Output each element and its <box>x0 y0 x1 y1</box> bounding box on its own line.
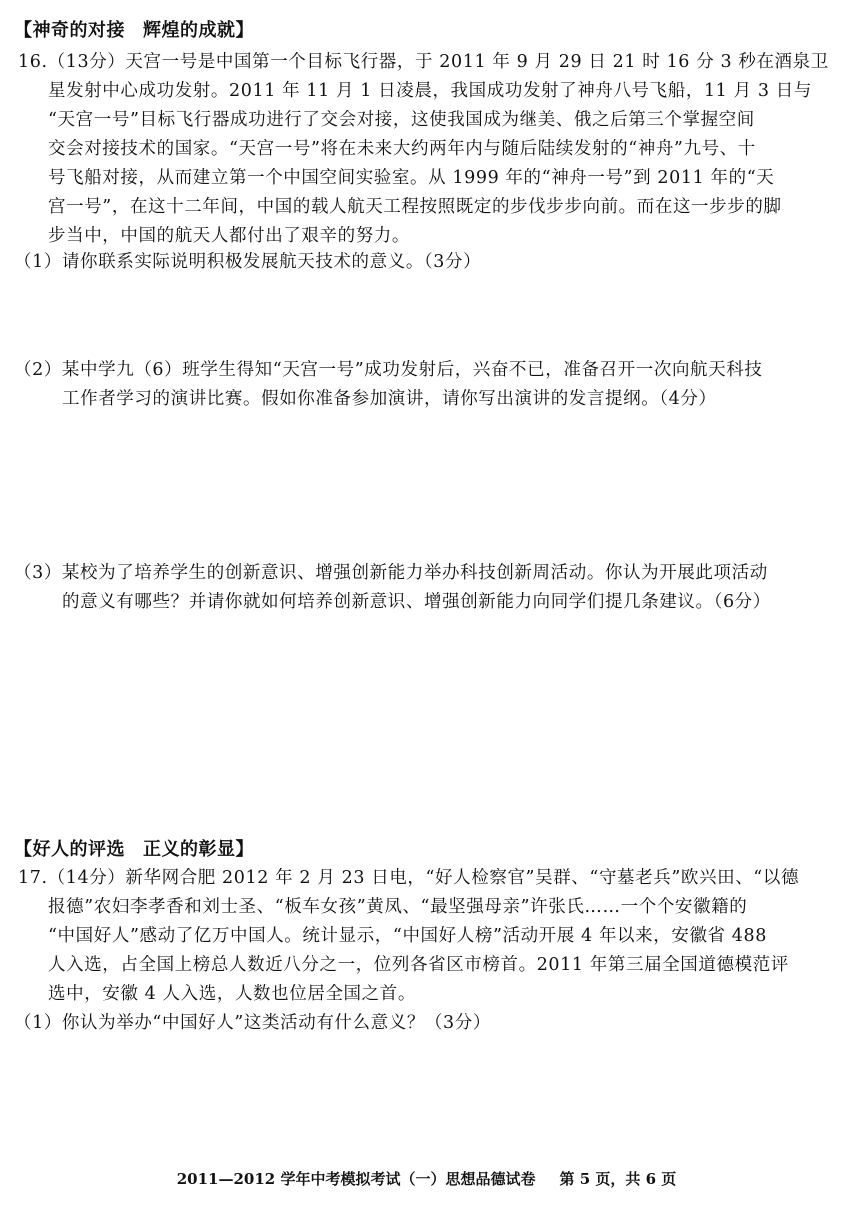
question-16-line: 宫一号”，在这十二年间，中国的载人航天工程按照既定的步伐步步向前。而在这一步步的脚 <box>48 197 782 217</box>
question-16-line: 号飞船对接，从而建立第一个中国空间实验室。从 1999 年的“神舟一号”到 2011 年的“天 <box>48 168 775 188</box>
question-16-line: 16.（13分）天宫一号是中国第一个目标飞行器，于 2011 年 9 月 29 日 21 时 16 分 3 秒在酒泉卫 <box>18 52 829 72</box>
question-17-line: 17.（14分）新华网合肥 2012 年 2 月 23 日电，“好人检察官”吴群、“守墓老兵”欧兴田、“以德 <box>18 868 800 888</box>
question-17-line: 报德”农妇李孝香和刘士圣、“板车女孩”黄凤、“最坚强母亲”许张氏……一个个安徽籍的 <box>48 897 748 917</box>
footer-exam-title: 2011—2012 学年中考模拟考试（一）思想品德试卷 <box>176 1170 536 1188</box>
footer-page-number: 第 5 页，共 6 页 <box>559 1170 677 1188</box>
question-16-sub-2-cont: 工作者学习的演讲比赛。假如你准备参加演讲，请你写出演讲的发言提纲。（4分） <box>62 389 717 409</box>
question-16-line: 步当中，中国的航天人都付出了艰辛的努力。 <box>48 226 410 246</box>
section-heading-part-a: 【好人的评选 <box>14 839 125 860</box>
page-footer <box>0 1168 853 1189</box>
question-16-line: 交会对接技术的国家。“天宫一号”将在未来大约两年内与随后陆续发射的“神舟”九号、十 <box>48 139 756 159</box>
section-heading-good-people <box>14 835 254 861</box>
question-16-line: 星发射中心成功发射。2011 年 11 月 1 日凌晨，我国成功发射了神舟八号飞船，11 月 3 日与 <box>48 81 812 101</box>
question-16-line: “天宫一号”目标飞行器成功进行了交会对接，这使我国成为继美、俄之后第三个掌握空间 <box>48 110 755 130</box>
section-heading-part-b: 辉煌的成就】 <box>143 20 254 41</box>
section-heading-docking <box>14 16 254 42</box>
section-heading-part-a: 【神奇的对接 <box>14 20 125 41</box>
question-16-sub-3: （3）某校为了培养学生的创新意识、增强创新能力举办科技创新周活动。你认为开展此项活动 <box>14 563 768 583</box>
question-17-sub-1: （1）你认为举办“中国好人”这类活动有什么意义？（3分） <box>14 1013 491 1033</box>
question-16-sub-3-cont: 的意义有哪些？并请你就如何培养创新意识、增强创新能力向同学们提几条建议。（6分） <box>62 592 771 612</box>
question-17-line: 选中，安徽 4 人入选，人数也位居全国之首。 <box>48 984 416 1004</box>
question-17-line: “中国好人”感动了亿万中国人。统计显示，“中国好人榜”活动开展 4 年以来，安徽省 488 <box>48 926 768 946</box>
section-heading-part-b: 正义的彰显】 <box>143 839 254 860</box>
question-16-sub-1: （1）请你联系实际说明积极发展航天技术的意义。（3分） <box>14 252 482 272</box>
question-17-line: 人入选，占全国上榜总人数近八分之一，位列各省区市榜首。2011 年第三届全国道德模范评 <box>48 955 789 975</box>
question-16-sub-2: （2）某中学九（6）班学生得知“天宫一号”成功发射后，兴奋不已，准备召开一次向航天科技 <box>14 360 763 380</box>
